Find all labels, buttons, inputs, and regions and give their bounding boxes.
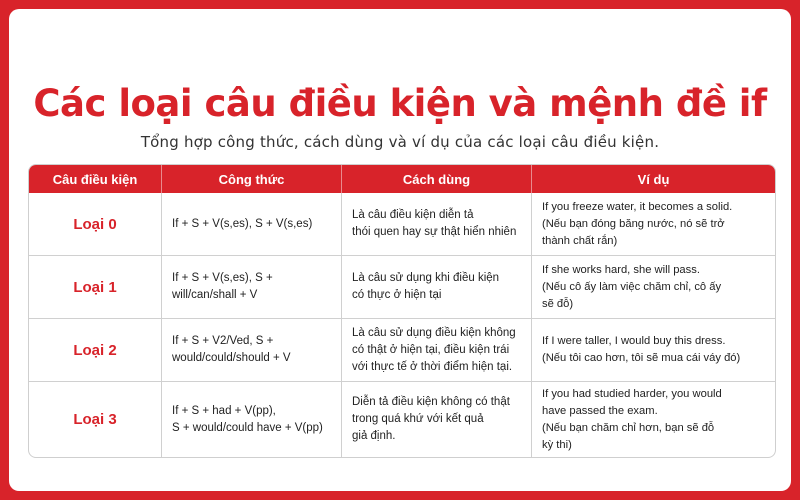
usage-line: Là câu sử dụng khi điều kiện xyxy=(352,272,500,284)
usage-line: có thực ở hiện tại xyxy=(352,289,442,301)
row-type: Loại 1 xyxy=(29,255,161,318)
usage-line: có thật ở hiện tại, điều kiện trái xyxy=(352,343,510,356)
header-type: Câu điều kiện xyxy=(29,165,161,193)
example-line: have passed the exam. xyxy=(542,404,658,417)
row-type: Loại 3 xyxy=(29,381,161,457)
row-usage xyxy=(341,381,531,457)
formula-line: If + S + V2/Ved, S + xyxy=(172,335,274,347)
formula-line: will/can/shall + V xyxy=(172,289,258,301)
header-formula: Công thức xyxy=(161,165,341,193)
formula-line: If + S + V(s,es), S + V(s,es) xyxy=(172,217,313,230)
row-example xyxy=(531,193,775,255)
usage-line: trong quá khứ với kết quả xyxy=(352,413,484,425)
table-header-row xyxy=(29,165,775,193)
row-formula xyxy=(161,255,341,318)
usage-line: thói quen hay sự thật hiển nhiên xyxy=(352,226,517,238)
table-row xyxy=(29,318,775,381)
example-line: If you freeze water, it becomes a solid. xyxy=(542,200,733,213)
page-title: Các loại câu điều kiện và mệnh đề if xyxy=(33,82,767,125)
example-line: kỳ thi) xyxy=(542,438,572,451)
usage-line: với thực tế ở thời điểm hiện tại. xyxy=(352,360,513,373)
row-usage xyxy=(341,318,531,381)
formula-line: If + S + had + V(pp), xyxy=(172,404,276,417)
example-line: (Nếu cô ấy làm việc chăm chỉ, cô ấy xyxy=(542,280,722,293)
example-line: If she works hard, she will pass. xyxy=(542,263,700,276)
table-row xyxy=(29,381,775,457)
usage-line: giả định. xyxy=(352,430,396,442)
row-usage xyxy=(341,255,531,318)
page-subtitle: Tổng hợp công thức, cách dùng và ví dụ của các loại câu điều kiện. xyxy=(140,133,660,151)
row-formula xyxy=(161,318,341,381)
example-line: (Nếu tôi cao hơn, tôi sẽ mua cái váy đó) xyxy=(542,352,741,364)
example-line: If you had studied harder, you would xyxy=(542,387,722,400)
table-row xyxy=(29,193,775,255)
usage-line: Là câu sử dụng điều kiện không xyxy=(352,326,516,339)
example-line: If I were taller, I would buy this dress. xyxy=(542,335,726,347)
row-example xyxy=(531,318,775,381)
formula-line: S + would/could have + V(pp) xyxy=(172,421,323,434)
header-example: Ví dụ xyxy=(531,165,775,193)
usage-line: Diễn tả điều kiện không có thật xyxy=(352,396,510,408)
row-formula xyxy=(161,381,341,457)
example-line: sẽ đỗ) xyxy=(542,297,574,310)
row-type: Loại 2 xyxy=(29,318,161,381)
header-usage: Cách dùng xyxy=(341,165,531,193)
table-row xyxy=(29,255,775,318)
formula-line: If + S + V(s,es), S + xyxy=(172,272,273,284)
row-usage xyxy=(341,193,531,255)
formula-line: would/could/should + V xyxy=(172,352,291,364)
row-example xyxy=(531,255,775,318)
usage-line: Là câu điều kiện diễn tả xyxy=(352,209,474,221)
row-type: Loại 0 xyxy=(73,215,117,233)
example-line: (Nếu bạn đóng băng nước, nó sẽ trở xyxy=(542,217,725,230)
example-line: thành chất rắn) xyxy=(542,234,618,247)
example-line: (Nếu bạn chăm chỉ hơn, bạn sẽ đỗ xyxy=(542,421,715,434)
row-example xyxy=(531,381,775,457)
row-formula xyxy=(161,193,341,255)
conditional-table xyxy=(28,164,776,458)
